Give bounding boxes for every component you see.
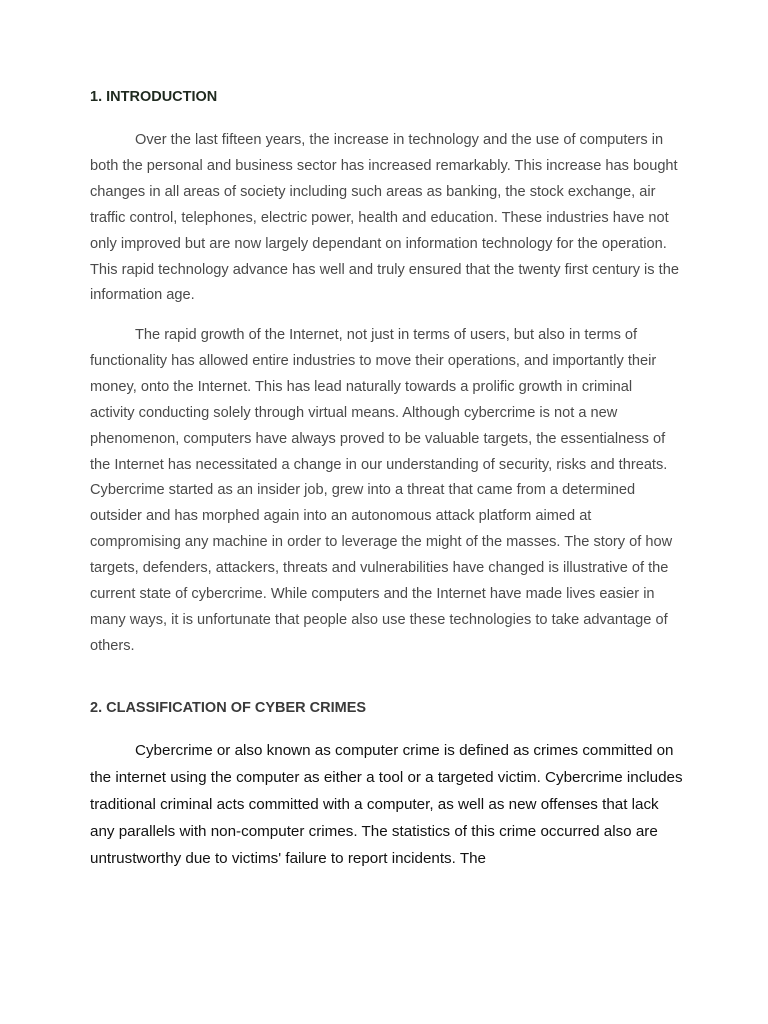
section-heading-classification: 2. CLASSIFICATION OF CYBER CRIMES: [90, 700, 367, 716]
paragraph: The rapid growth of the Internet, not just in terms of users, but also in terms of functionality has allowed entire industries to move their operations, and importantly their money, onto the Internet. This has lead naturally towards a prolific growth in criminal activity conducting solely through virtual means. Although cybercrime is not a new phenomenon, computers have always proved to be valuable targets, the essentialness of the Internet has necessitated a change in our understanding of security, risks and threats. Cybercrime started as an insider job, grew into a threat that came from a determined outsider and has morphed again into an autonomous attack platform aimed at compromising any machine in order to leverage the might of the masses. The story of how targets, defenders, attackers, threats and vulnerabilities have changed is illustrative of the current state of cybercrime. While computers and the Internet have made lives easier in many ways, it is unfortunate that people also use these technologies to take advantage of others.: [90, 327, 673, 654]
section-heading-introduction: 1. INTRODUCTION: [90, 89, 218, 105]
paragraph: Over the last fifteen years, the increase in technology and the use of computers in both the personal and business sector has increased remarkably. This increase has bought changes in all areas of society including such areas as banking, the stock exchange, air traffic control, telephones, electric power, health and education. These industries have not only improved but are now largely dependant on information technology for the operation. This rapid technology advance has well and truly ensured that the twenty first century is the information age.: [90, 132, 679, 304]
paragraph: Cybercrime or also known as computer crime is defined as crimes committed on the internet using the computer as either a tool or a targeted victim. Cybercrime includes traditional criminal acts committed with a computer, as well as new offenses that lack any parallels with non-computer crimes. The statistics of this crime occurred also are untrustworthy due to victims' failure to report incidents. The: [90, 742, 683, 867]
